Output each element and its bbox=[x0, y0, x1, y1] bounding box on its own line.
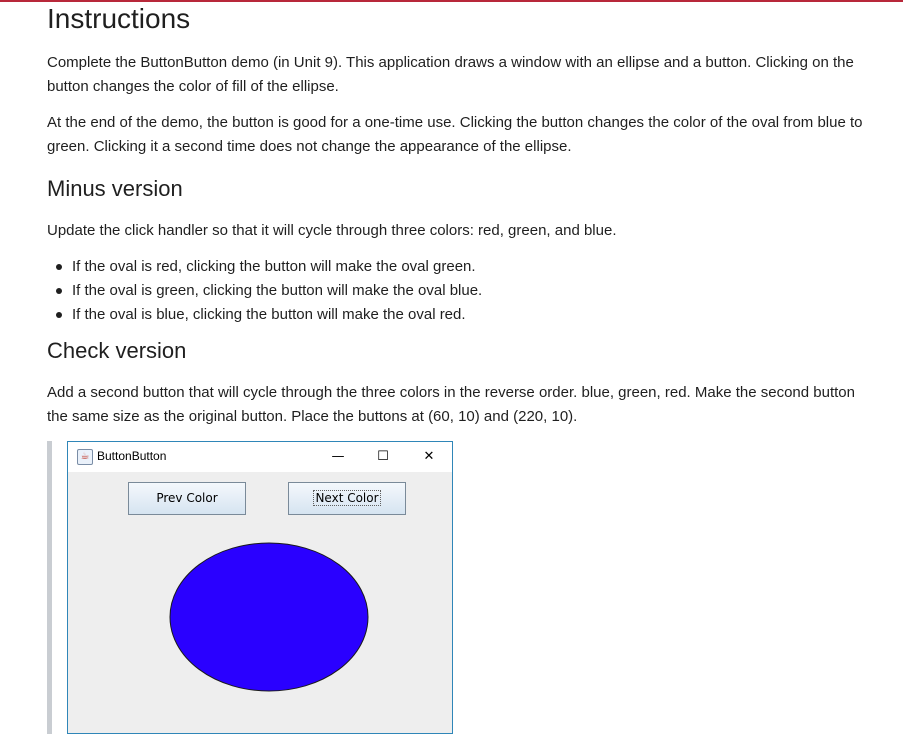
check-version-text: Add a second button that will cycle through the three colors in the reverse order. blue, green, red. Make the second button the same size as the original button. Place the buttons at (60, 10) and (220, 10). bbox=[47, 384, 855, 425]
minus-version-text: Update the click handler so that it will cycle through three colors: red, green, and blue. bbox=[47, 222, 617, 239]
minus-version-list bbox=[47, 255, 482, 327]
minimize-button[interactable]: — bbox=[331, 449, 345, 464]
colored-ellipse bbox=[170, 543, 368, 691]
list-item: If the oval is green, clicking the button will make the oval blue. bbox=[47, 279, 482, 303]
window-titlebar[interactable] bbox=[68, 442, 452, 472]
java-app-icon: ☕ bbox=[77, 449, 93, 465]
check-version-heading: Check version bbox=[47, 338, 187, 363]
blockquote-bar bbox=[47, 441, 52, 734]
ellipse-canvas bbox=[168, 542, 370, 694]
intro-paragraph: Complete the ButtonButton demo (in Unit 9). This application draws a window with an ellipse and a button. Clicking on the button changes the color of fill of the ellipse. bbox=[47, 54, 854, 95]
next-color-button[interactable] bbox=[288, 482, 406, 515]
demo-end-paragraph: At the end of the demo, the button is good for a one-time use. Clicking the button changes the color of the oval from blue to green. Clicking it a second time does not change the appearance of the ellipse. bbox=[47, 114, 863, 155]
next-color-label: Next Color bbox=[315, 491, 379, 505]
window-title: ButtonButton bbox=[97, 449, 167, 463]
top-accent-line bbox=[0, 0, 903, 2]
list-item: If the oval is red, clicking the button will make the oval green. bbox=[47, 255, 482, 279]
maximize-button[interactable]: ☐ bbox=[377, 449, 389, 464]
list-item: If the oval is blue, clicking the button will make the oval red. bbox=[47, 303, 482, 327]
prev-color-button[interactable] bbox=[128, 482, 246, 515]
prev-color-label: Prev Color bbox=[156, 491, 218, 505]
close-button[interactable]: ✕ bbox=[423, 449, 435, 464]
minus-version-heading: Minus version bbox=[47, 176, 183, 201]
buttonbutton-window bbox=[67, 441, 453, 734]
page-title: Instructions bbox=[47, 3, 191, 34]
